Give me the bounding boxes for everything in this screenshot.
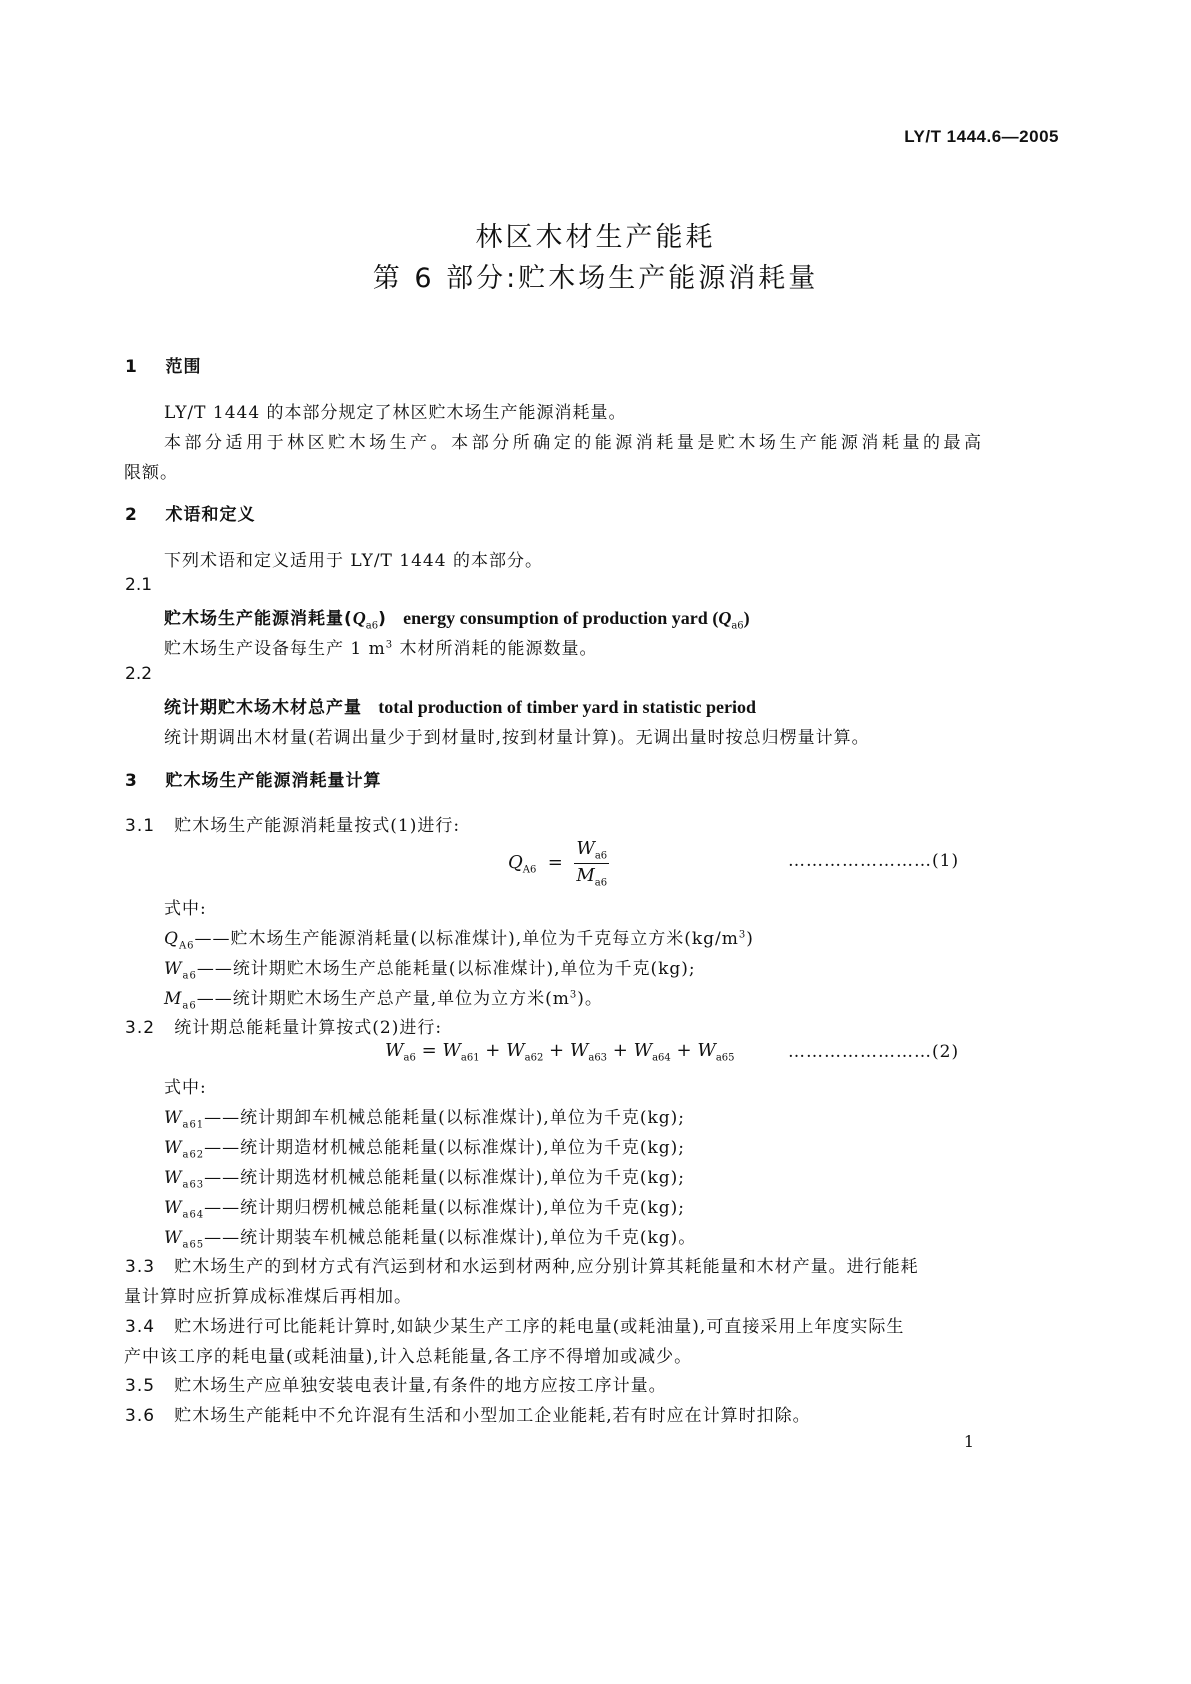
term-2-1-title: 贮木场生产能源消耗量$(Q_{a6})$ energy consumption of production yard $(Q_{a6})$ bbox=[164, 608, 750, 632]
clause-3-4-line1: 3.4 贮木场进行可比能耗计算时,如缺少某生产工序的耗电量(或耗油量),可直接采用上年度实际生 bbox=[125, 1317, 905, 1337]
section-number: 1 bbox=[125, 357, 138, 377]
term-symbol-sub-repeat: a6 bbox=[731, 620, 744, 632]
term-symbol-sub: a6 bbox=[365, 620, 379, 632]
variable-w-a61: $W_{a61}——$统计期卸车机械总能耗量(以标准煤计),单位为千克(kg); bbox=[164, 1108, 686, 1131]
formula-2-number: ……………………(2) bbox=[788, 1042, 960, 1062]
variable-q-a6: $Q_{A6}——$贮木场生产能源消耗量(以标准煤计),单位为千克每立方米$(kg/m^3)$ bbox=[164, 929, 754, 952]
clause-3-1: 3.1 贮木场生产能源消耗量按式(1)进行: bbox=[125, 816, 461, 836]
where-label-2: 式中: bbox=[164, 1078, 207, 1098]
term-en: total production of timber yard in statistic period bbox=[378, 697, 757, 717]
section-1-paragraph-1: LY/T 1444 的本部分规定了林区贮木场生产能源消耗量。 bbox=[164, 403, 627, 423]
page-number: 1 bbox=[963, 1432, 974, 1451]
section-title: 范围 bbox=[165, 357, 202, 377]
term-2-2-title bbox=[164, 693, 756, 718]
term-2-1-definition: 贮木场生产设备每生产 1 $m^3$ 木材所消耗的能源数量。 bbox=[164, 639, 598, 659]
clause-3-3-line2: 量计算时应折算成标准煤后再相加。 bbox=[124, 1287, 412, 1307]
variable-w-a6: $W_{a6}——$统计期贮木场生产总能耗量(以标准煤计),单位为千克(kg); bbox=[164, 959, 696, 982]
formula-1: $Q_{A6}$ = $\frac{W_{a6}}{M_{a6}}$ bbox=[508, 838, 608, 889]
variable-m-a6: $M_{a6}——$统计期贮木场生产总产量,单位为立方米$(m^3)$。 bbox=[164, 989, 603, 1012]
formula-1-fraction: $\frac{W_{a6}}{M_{a6}}$ bbox=[576, 838, 608, 889]
document-title-line2: 第 6 部分:贮木场生产能源消耗量 bbox=[372, 263, 819, 294]
term-2-2-number: 2.2 bbox=[125, 664, 153, 684]
term-2-2-definition: 统计期调出木材量(若调出量少于到材量时,按到材量计算)。无调出量时按总归楞量计算。 bbox=[164, 728, 870, 748]
variable-w-a62: $W_{a62}——$统计期造材机械总能耗量(以标准煤计),单位为千克(kg); bbox=[164, 1138, 686, 1161]
term-symbol-repeat: Q bbox=[718, 608, 732, 628]
section-1-heading bbox=[125, 352, 202, 377]
section-3-heading bbox=[125, 766, 382, 791]
clause-3-4-line2: 产中该工序的耗电量(或耗油量),计入总耗能量,各工序不得增加或减少。 bbox=[124, 1347, 693, 1367]
section-title: 贮木场生产能源消耗量计算 bbox=[165, 771, 382, 791]
term-en: energy consumption of production yard bbox=[403, 608, 708, 628]
document-title-line1: 林区木材生产能耗 bbox=[475, 222, 716, 253]
term-2-1-number: 2.1 bbox=[125, 575, 153, 595]
term-cn: 贮木场生产能源消耗量 bbox=[164, 609, 344, 629]
section-1-paragraph-2a: 本部分适用于林区贮木场生产。本部分所确定的能源消耗量是贮木场生产能源消耗量的最高 bbox=[164, 433, 982, 453]
section-2-paragraph-1: 下列术语和定义适用于 LY/T 1444 的本部分。 bbox=[164, 551, 543, 571]
variable-w-a65: $W_{a65}——$统计期装车机械总能耗量(以标准煤计),单位为千克(kg)。 bbox=[164, 1228, 697, 1251]
clause-3-3-line1: 3.3 贮木场生产的到材方式有汽运到材和水运到材两种,应分别计算其耗能量和木材产量。进行能耗 bbox=[125, 1257, 919, 1277]
where-label-1: 式中: bbox=[164, 899, 207, 919]
formula-2: $W_{a6} = W_{a61} + W_{a62} + W_{a63} + W_{a64} + W_{a65}$ bbox=[385, 1040, 735, 1064]
section-1-paragraph-2b: 限额。 bbox=[124, 463, 178, 483]
formula-1-number: ……………………(1) bbox=[788, 851, 960, 871]
section-number: 2 bbox=[125, 505, 138, 525]
term-symbol: Q bbox=[352, 608, 366, 628]
standard-code: LY/T 1444.6—2005 bbox=[904, 127, 1059, 146]
section-title: 术语和定义 bbox=[165, 505, 256, 525]
clause-3-6: 3.6 贮木场生产能耗中不允许混有生活和小型加工企业能耗,若有时应在计算时扣除。 bbox=[125, 1406, 811, 1426]
term-cn: 统计期贮木场木材总产量 bbox=[164, 698, 362, 718]
clause-3-2: 3.2 统计期总能耗量计算按式(2)进行: bbox=[125, 1018, 443, 1038]
clause-3-5: 3.5 贮木场生产应单独安装电表计量,有条件的地方应按工序计量。 bbox=[125, 1376, 667, 1396]
variable-w-a64: $W_{a64}——$统计期归楞机械总能耗量(以标准煤计),单位为千克(kg); bbox=[164, 1198, 686, 1221]
section-number: 3 bbox=[125, 771, 138, 791]
variable-w-a63: $W_{a63}——$统计期选材机械总能耗量(以标准煤计),单位为千克(kg); bbox=[164, 1168, 686, 1191]
section-2-heading bbox=[125, 500, 256, 525]
